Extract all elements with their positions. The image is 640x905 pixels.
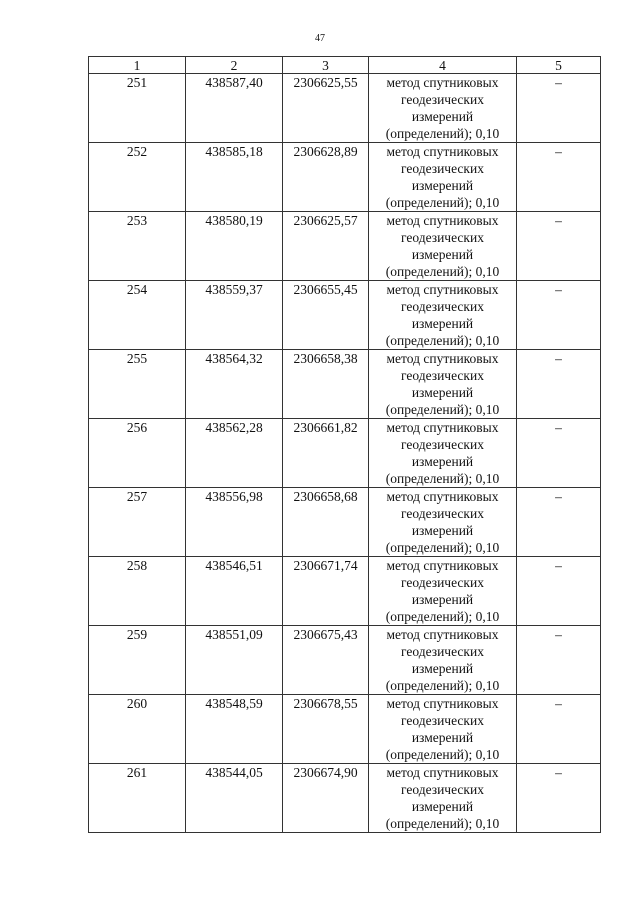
page-number: 47: [315, 33, 325, 44]
table-row: [89, 74, 601, 143]
column-header-2: 2: [186, 57, 283, 74]
x-coordinate-cell: 438559,37: [186, 281, 283, 350]
x-coordinate-cell: 438551,09: [186, 626, 283, 695]
point-number-cell: 257: [89, 488, 186, 557]
note-cell: –: [517, 764, 601, 833]
table-row: [89, 350, 601, 419]
table-header-row: [89, 57, 601, 74]
method-cell: метод спутниковых геодезических измерений (определений); 0,10: [369, 281, 517, 350]
y-coordinate-cell: 2306655,45: [283, 281, 369, 350]
table-row: [89, 557, 601, 626]
note-cell: –: [517, 488, 601, 557]
x-coordinate-cell: 438564,32: [186, 350, 283, 419]
x-coordinate-cell: 438562,28: [186, 419, 283, 488]
method-cell: метод спутниковых геодезических измерений (определений); 0,10: [369, 695, 517, 764]
point-number-cell: 259: [89, 626, 186, 695]
x-coordinate-cell: 438556,98: [186, 488, 283, 557]
point-number-cell: 253: [89, 212, 186, 281]
y-coordinate-cell: 2306661,82: [283, 419, 369, 488]
note-cell: –: [517, 281, 601, 350]
y-coordinate-cell: 2306658,38: [283, 350, 369, 419]
method-cell: метод спутниковых геодезических измерений (определений); 0,10: [369, 626, 517, 695]
point-number-cell: 261: [89, 764, 186, 833]
table-row: [89, 488, 601, 557]
note-cell: –: [517, 350, 601, 419]
table-row: [89, 764, 601, 833]
table-row: [89, 281, 601, 350]
table-row: [89, 143, 601, 212]
point-number-cell: 256: [89, 419, 186, 488]
note-cell: –: [517, 212, 601, 281]
method-cell: метод спутниковых геодезических измерений (определений); 0,10: [369, 74, 517, 143]
table-row: [89, 626, 601, 695]
column-header-4: 4: [369, 57, 517, 74]
table-body: [89, 74, 601, 833]
table-row: [89, 419, 601, 488]
method-cell: метод спутниковых геодезических измерений (определений); 0,10: [369, 419, 517, 488]
point-number-cell: 254: [89, 281, 186, 350]
note-cell: –: [517, 626, 601, 695]
coordinates-table: [88, 56, 601, 833]
note-cell: –: [517, 557, 601, 626]
x-coordinate-cell: 438548,59: [186, 695, 283, 764]
column-header-1: 1: [89, 57, 186, 74]
x-coordinate-cell: 438546,51: [186, 557, 283, 626]
table-row: [89, 695, 601, 764]
y-coordinate-cell: 2306625,57: [283, 212, 369, 281]
point-number-cell: 252: [89, 143, 186, 212]
y-coordinate-cell: 2306674,90: [283, 764, 369, 833]
note-cell: –: [517, 695, 601, 764]
method-cell: метод спутниковых геодезических измерений (определений); 0,10: [369, 350, 517, 419]
method-cell: метод спутниковых геодезических измерений (определений); 0,10: [369, 557, 517, 626]
point-number-cell: 255: [89, 350, 186, 419]
column-header-3: 3: [283, 57, 369, 74]
note-cell: –: [517, 143, 601, 212]
method-cell: метод спутниковых геодезических измерений (определений); 0,10: [369, 764, 517, 833]
column-header-5: 5: [517, 57, 601, 74]
y-coordinate-cell: 2306678,55: [283, 695, 369, 764]
y-coordinate-cell: 2306658,68: [283, 488, 369, 557]
y-coordinate-cell: 2306671,74: [283, 557, 369, 626]
x-coordinate-cell: 438587,40: [186, 74, 283, 143]
x-coordinate-cell: 438580,19: [186, 212, 283, 281]
table-row: [89, 212, 601, 281]
point-number-cell: 251: [89, 74, 186, 143]
y-coordinate-cell: 2306625,55: [283, 74, 369, 143]
point-number-cell: 258: [89, 557, 186, 626]
method-cell: метод спутниковых геодезических измерений (определений); 0,10: [369, 488, 517, 557]
method-cell: метод спутниковых геодезических измерений (определений); 0,10: [369, 212, 517, 281]
x-coordinate-cell: 438544,05: [186, 764, 283, 833]
note-cell: –: [517, 419, 601, 488]
y-coordinate-cell: 2306628,89: [283, 143, 369, 212]
point-number-cell: 260: [89, 695, 186, 764]
method-cell: метод спутниковых геодезических измерений (определений); 0,10: [369, 143, 517, 212]
note-cell: –: [517, 74, 601, 143]
y-coordinate-cell: 2306675,43: [283, 626, 369, 695]
x-coordinate-cell: 438585,18: [186, 143, 283, 212]
